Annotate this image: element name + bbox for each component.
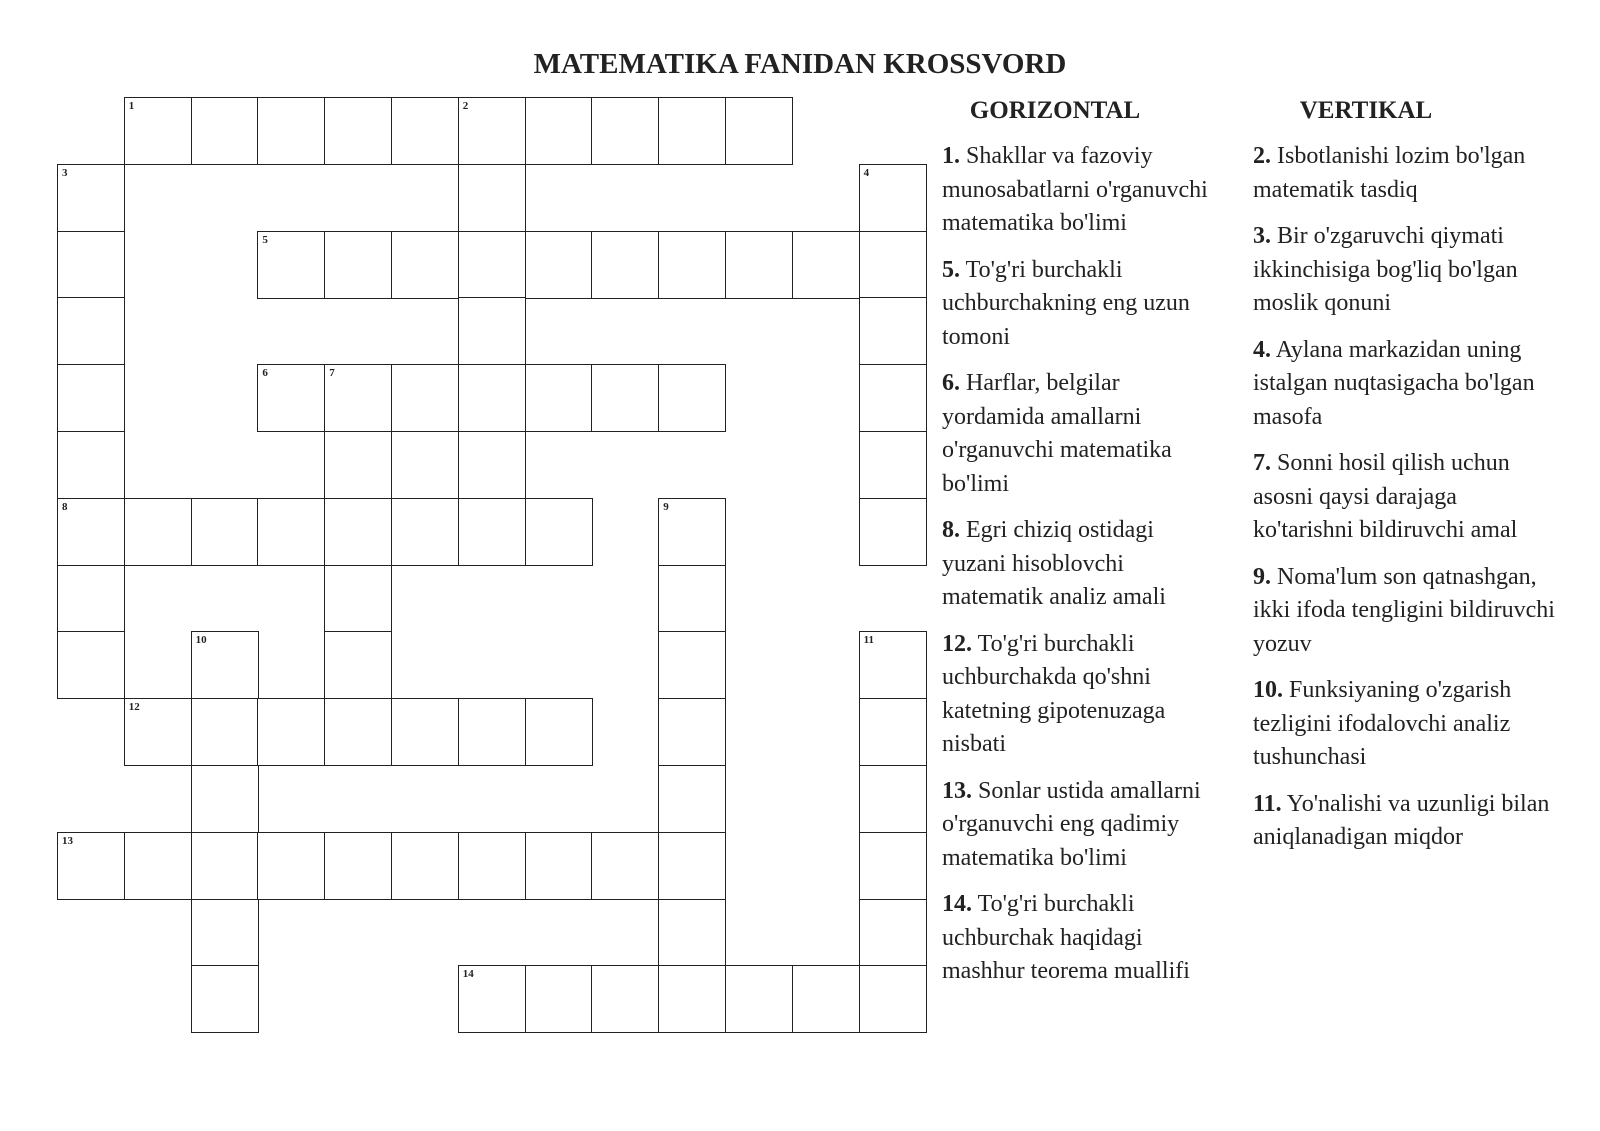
clue-text: To'g'ri burchakli uchburchak haqidagi mashhur teorema muallifi [942, 891, 1190, 984]
crossword-cell[interactable] [725, 231, 793, 299]
crossword-cell[interactable] [725, 97, 793, 165]
crossword-cell[interactable] [324, 231, 392, 299]
crossword-cell[interactable] [458, 97, 526, 165]
crossword-cell[interactable] [458, 364, 526, 432]
crossword-cell[interactable] [391, 698, 459, 766]
crossword-cell[interactable] [458, 231, 526, 299]
down-clue [1253, 674, 1563, 775]
crossword-cell[interactable] [324, 364, 392, 432]
crossword-cell[interactable] [324, 97, 392, 165]
crossword-cell[interactable] [859, 631, 927, 699]
crossword-cell[interactable] [792, 231, 860, 299]
crossword-cell[interactable] [859, 765, 927, 833]
crossword-cell[interactable] [257, 832, 325, 900]
crossword-cell[interactable] [458, 297, 526, 365]
crossword-cell[interactable] [257, 231, 325, 299]
crossword-cell[interactable] [191, 498, 259, 566]
clue-number: 10. [1253, 677, 1283, 703]
crossword-cell[interactable] [257, 698, 325, 766]
clue-number: 1. [942, 143, 960, 169]
down-clue [1253, 788, 1563, 855]
crossword-cell[interactable] [658, 765, 726, 833]
crossword-cell[interactable] [191, 765, 259, 833]
clue-text: Noma'lum son qatnashgan, ikki ifoda tengligini bildiruvchi yozuv [1253, 563, 1555, 657]
cell-number: 4 [863, 166, 870, 179]
page-title: MATEMATIKA FANIDAN KROSSVORD [533, 48, 1067, 80]
crossword-cell[interactable] [458, 698, 526, 766]
crossword-cell[interactable] [257, 498, 325, 566]
across-clue-list [942, 140, 1220, 1002]
cell-number: 5 [262, 233, 268, 246]
across-clue [942, 888, 1220, 989]
crossword-cell[interactable] [324, 565, 392, 633]
crossword-cell[interactable] [124, 698, 192, 766]
crossword-cell[interactable] [458, 832, 526, 900]
crossword-cell[interactable] [859, 899, 927, 967]
clue-text: To'g'ri burchakli uchburchakning eng uzun tomoni [942, 256, 1190, 350]
clue-text: Egri chiziq ostidagi yuzani hisoblovchi matematik analiz amali [942, 517, 1166, 610]
crossword-cell[interactable] [57, 231, 125, 299]
cell-number: 13 [62, 834, 73, 847]
crossword-cell[interactable] [658, 698, 726, 766]
crossword-cell[interactable] [525, 97, 593, 165]
crossword-cell[interactable] [124, 498, 192, 566]
crossword-cell[interactable] [191, 899, 259, 967]
crossword-cell[interactable] [859, 364, 927, 432]
crossword-cell[interactable] [458, 431, 526, 499]
crossword-cell[interactable] [658, 965, 726, 1033]
across-clue [942, 628, 1220, 762]
clue-number: 2. [1253, 143, 1271, 169]
crossword-cell[interactable] [458, 498, 526, 566]
crossword-cell[interactable] [57, 498, 125, 566]
crossword-cell[interactable] [458, 965, 526, 1033]
crossword-cell[interactable] [525, 832, 593, 900]
crossword-cell[interactable] [658, 565, 726, 633]
cell-number: 9 [663, 500, 669, 513]
crossword-cell[interactable] [57, 364, 125, 432]
clue-text: Funksiyaning o'zgarish tezligini ifodalovchi analiz tushunchasi [1253, 677, 1512, 770]
crossword-cell[interactable] [658, 364, 726, 432]
crossword-cell[interactable] [324, 631, 392, 699]
down-clue-list [1253, 140, 1563, 868]
crossword-cell[interactable] [57, 565, 125, 633]
crossword-cell[interactable] [124, 97, 192, 165]
crossword-cell[interactable] [391, 231, 459, 299]
clue-text: Sonni hosil qilish uchun asosni qaysi darajaga ko'tarishni bildiruvchi amal [1253, 450, 1518, 543]
clue-text: To'g'ri burchakli uchburchakda qo'shni katetning gipotenuzaga nisbati [942, 630, 1166, 757]
across-clue [942, 254, 1220, 355]
crossword-cell[interactable] [859, 498, 927, 566]
crossword-cell[interactable] [658, 899, 726, 967]
crossword-cell[interactable] [525, 498, 593, 566]
clue-number: 7. [1253, 450, 1271, 476]
crossword-cell[interactable] [57, 164, 125, 232]
clue-text: Bir o'zgaruvchi qiymati ikkinchisiga bog'liq bo'lgan moslik qonuni [1253, 223, 1518, 316]
down-clue [1253, 561, 1563, 662]
crossword-cell[interactable] [658, 832, 726, 900]
crossword-cell[interactable] [658, 231, 726, 299]
clue-number: 12. [942, 630, 972, 657]
crossword-cell[interactable] [57, 631, 125, 699]
cell-number: 12 [128, 701, 140, 714]
clue-text: Aylana markazidan uning istalgan nuqtasigacha bo'lgan masofa [1253, 336, 1535, 430]
cell-number: 14 [462, 968, 474, 981]
crossword-cell[interactable] [591, 832, 659, 900]
crossword-cell[interactable] [324, 498, 392, 566]
crossword-cell[interactable] [124, 832, 192, 900]
crossword-cell[interactable] [525, 698, 593, 766]
crossword-cell[interactable] [859, 698, 927, 766]
cell-number: 3 [62, 166, 68, 179]
crossword-cell[interactable] [391, 364, 459, 432]
crossword-cell[interactable] [591, 97, 659, 165]
crossword-cell[interactable] [859, 297, 927, 365]
crossword-cell[interactable] [859, 431, 927, 499]
crossword-cell[interactable] [191, 698, 259, 766]
crossword-cell[interactable] [191, 631, 259, 699]
crossword-cell[interactable] [57, 832, 125, 900]
crossword-cell[interactable] [658, 97, 726, 165]
clue-number: 8. [942, 517, 960, 543]
clue-text: Sonlar ustida amallarni o'rganuvchi eng qadimiy matematika bo'limi [942, 777, 1201, 871]
clue-number: 3. [1253, 223, 1271, 249]
crossword-cell[interactable] [458, 164, 526, 232]
clue-text: Isbotlanishi lozim bo'lgan matematik tasdiq [1253, 143, 1526, 203]
down-heading: VERTIKAL [1299, 97, 1433, 124]
crossword-cell[interactable] [859, 164, 927, 232]
crossword-cell[interactable] [591, 364, 659, 432]
crossword-cell[interactable] [324, 431, 392, 499]
crossword-cell[interactable] [257, 364, 325, 432]
cell-number: 2 [462, 100, 469, 112]
across-clue [942, 514, 1220, 615]
crossword-cell[interactable] [57, 297, 125, 365]
cell-number: 10 [195, 634, 207, 647]
clue-number: 5. [942, 256, 960, 283]
crossword-cell[interactable] [391, 498, 459, 566]
across-clue [942, 775, 1220, 876]
crossword-cell[interactable] [792, 965, 860, 1033]
clue-text: Harflar, belgilar yordamida amallarni o'rganuvchi matematika bo'limi [942, 370, 1172, 497]
cell-number: 6 [262, 367, 268, 380]
cell-number: 11 [863, 634, 874, 647]
across-clue [942, 140, 1220, 241]
crossword-cell[interactable] [859, 965, 927, 1033]
clue-number: 13. [942, 777, 972, 804]
crossword-cell[interactable] [525, 231, 593, 299]
crossword-cell[interactable] [57, 431, 125, 499]
crossword-cell[interactable] [658, 631, 726, 699]
clue-text: Yo'nalishi va uzunligi bilan aniqlanadigan miqdor [1253, 790, 1550, 850]
crossword-cell[interactable] [324, 698, 392, 766]
down-clue [1253, 140, 1563, 207]
clue-number: 4. [1253, 336, 1271, 363]
down-clue [1253, 220, 1563, 321]
crossword-cell[interactable] [191, 965, 259, 1033]
cell-number: 7 [329, 367, 335, 380]
crossword-cell[interactable] [859, 231, 927, 299]
down-clue [1253, 334, 1563, 435]
crossword-cell[interactable] [191, 97, 259, 165]
cell-number: 8 [62, 500, 68, 513]
crossword-cell[interactable] [525, 965, 593, 1033]
clue-number: 11. [1253, 790, 1282, 817]
crossword-cell[interactable] [525, 364, 593, 432]
cell-number: 1 [128, 100, 135, 112]
across-heading: GORIZONTAL [969, 97, 1141, 124]
clue-number: 6. [942, 370, 960, 396]
clue-text: Shakllar va fazoviy munosabatlarni o'rganuvchi matematika bo'limi [942, 143, 1208, 236]
crossword-cell[interactable] [257, 97, 325, 165]
clue-number: 9. [1253, 563, 1271, 590]
down-clue [1253, 447, 1563, 548]
crossword-cell[interactable] [658, 498, 726, 566]
clue-number: 14. [942, 891, 972, 917]
crossword-cell[interactable] [191, 832, 259, 900]
crossword-cell[interactable] [391, 97, 459, 165]
across-clue [942, 367, 1220, 501]
crossword-cell[interactable] [591, 965, 659, 1033]
crossword-cell[interactable] [859, 832, 927, 900]
crossword-cell[interactable] [725, 965, 793, 1033]
crossword-cell[interactable] [324, 832, 392, 900]
crossword-cell[interactable] [391, 832, 459, 900]
crossword-cell[interactable] [591, 231, 659, 299]
